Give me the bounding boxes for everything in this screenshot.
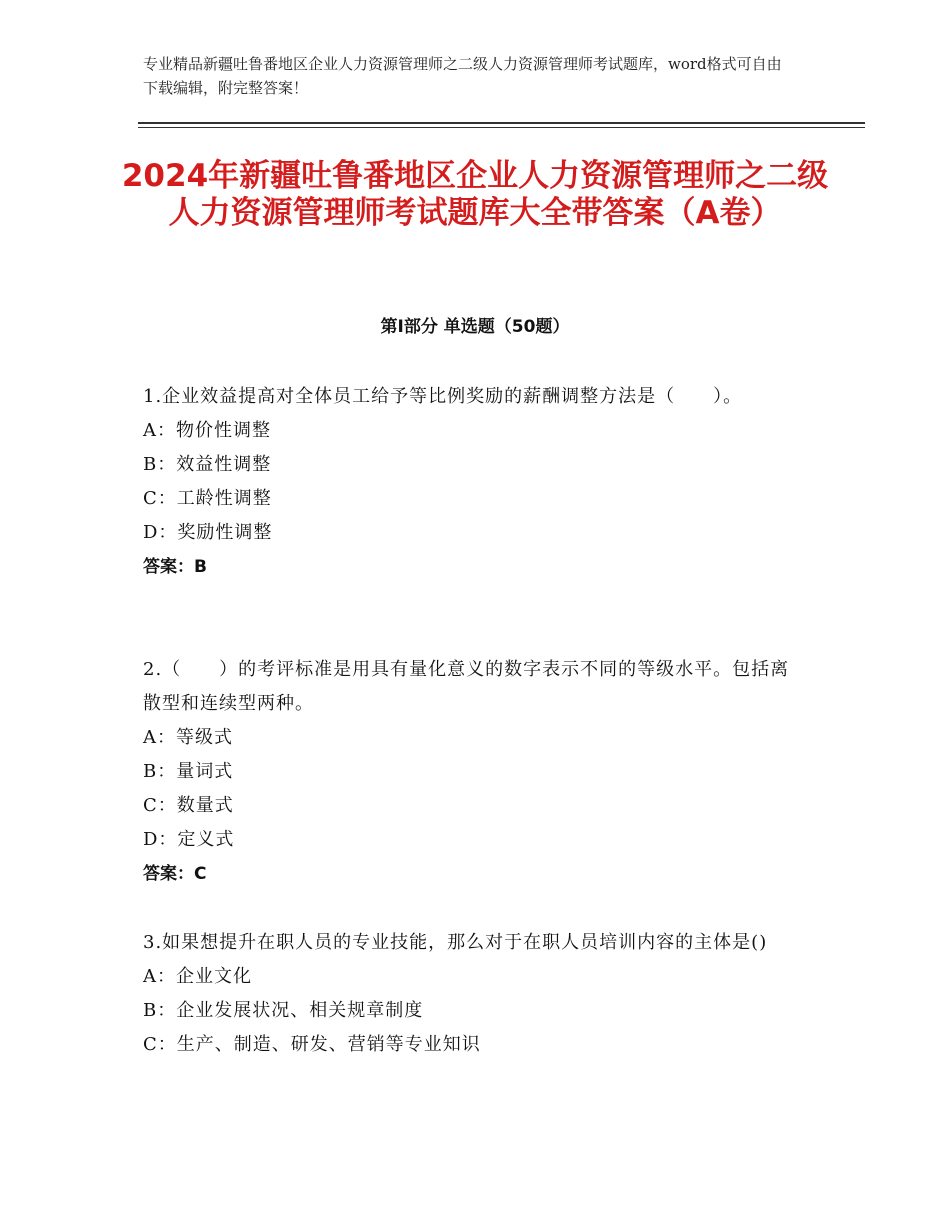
option-c: C：数量式: [143, 795, 234, 816]
option-b: B：效益性调整: [143, 454, 272, 475]
option-d: D：定义式: [143, 829, 235, 850]
option-b: B：企业发展状况、相关规章制度: [143, 1000, 424, 1021]
answer: 答案：C: [143, 864, 207, 884]
question-2: [143, 653, 803, 891]
question-stem: 3.如果想提升在职人员的专业技能，那么对于在职人员培训内容的主体是(): [143, 932, 768, 953]
option-a: A：等级式: [143, 727, 233, 748]
question-stem: 2.（ ）的考评标准是用具有量化意义的数字表示不同的等级水平。包括离散型和连续型两种。: [143, 659, 790, 714]
header-note: 专业精品新疆吐鲁番地区企业人力资源管理师之二级人力资源管理师考试题库，word格式可自由下载编辑，附完整答案！: [143, 55, 782, 97]
document-title: 2024年新疆吐鲁番地区企业人力资源管理师之二级人力资源管理师考试题库大全带答案（A卷）: [121, 158, 829, 231]
answer: 答案：B: [143, 557, 207, 577]
question-3: [143, 926, 803, 1062]
header-rule-thick: [138, 122, 865, 124]
header-rule-thin: [138, 127, 865, 128]
option-b: B：量词式: [143, 761, 234, 782]
option-a: A：企业文化: [143, 966, 252, 987]
question-stem: 1.企业效益提高对全体员工给予等比例奖励的薪酬调整方法是（ ）。: [143, 386, 743, 407]
question-1: [143, 380, 803, 584]
option-a: A：物价性调整: [143, 420, 271, 441]
option-c: C：生产、制造、研发、营销等专业知识: [143, 1034, 481, 1055]
section-title: 第Ⅰ部分 单选题（50题）: [380, 317, 570, 337]
option-c: C：工龄性调整: [143, 488, 272, 509]
option-d: D：奖励性调整: [143, 522, 273, 543]
